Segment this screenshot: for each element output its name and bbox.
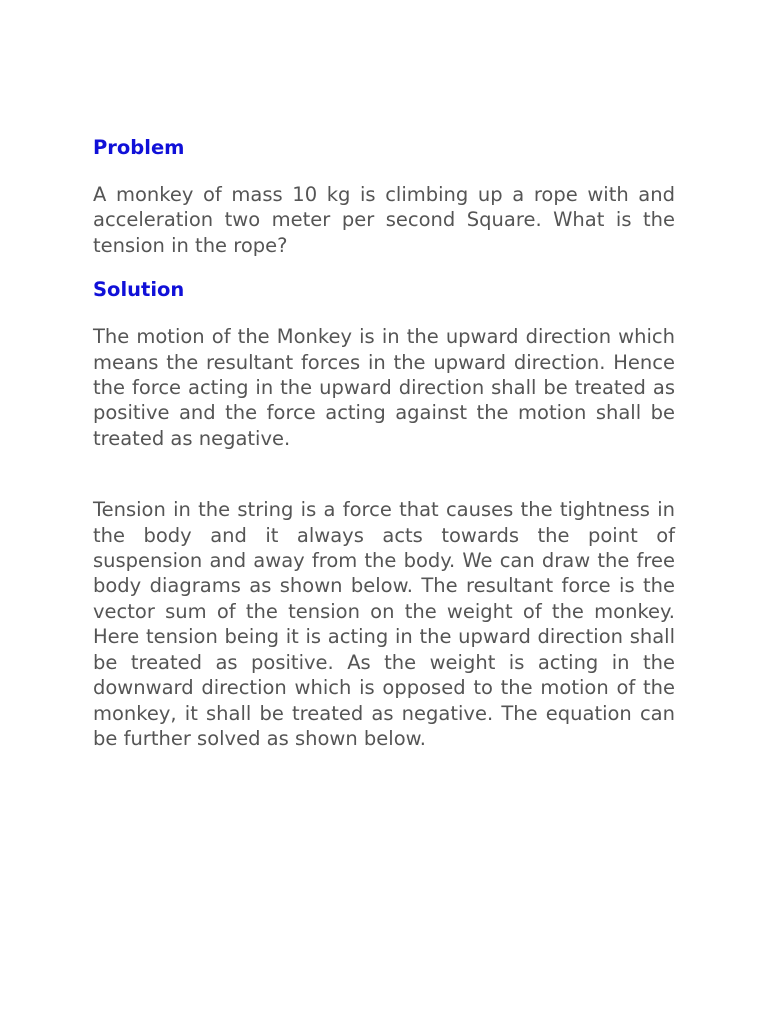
solution-paragraph-2: Tension in the string is a force that causes the tightness in the body and it always acts towards the point of suspension and away from the body. We can draw the free body diagrams as shown below. The resultant force is the vector sum of the tension on the weight of the monkey. Here tension being it is acting in the upward direction shall be treated as positive. As the weight is acting in the downward direction which is opposed to the motion of the monkey, it shall be treated as negative. The equation can be further solved as shown below. [93,498,675,750]
solution-heading: Solution [93,278,185,302]
problem-heading: Problem [93,136,185,159]
solution-paragraph-1: The motion of the Monkey is in the upward direction which means the resultant forces in the upward direction. Hence the force acting in the upward direction shall be treated as positive and the force acting against the motion shall be treated as negative. [93,325,675,450]
problem-text: A monkey of mass 10 kg is climbing up a rope with and acceleration two meter per second Square. What is the tension in the rope? [93,183,675,257]
document-page [93,134,675,751]
